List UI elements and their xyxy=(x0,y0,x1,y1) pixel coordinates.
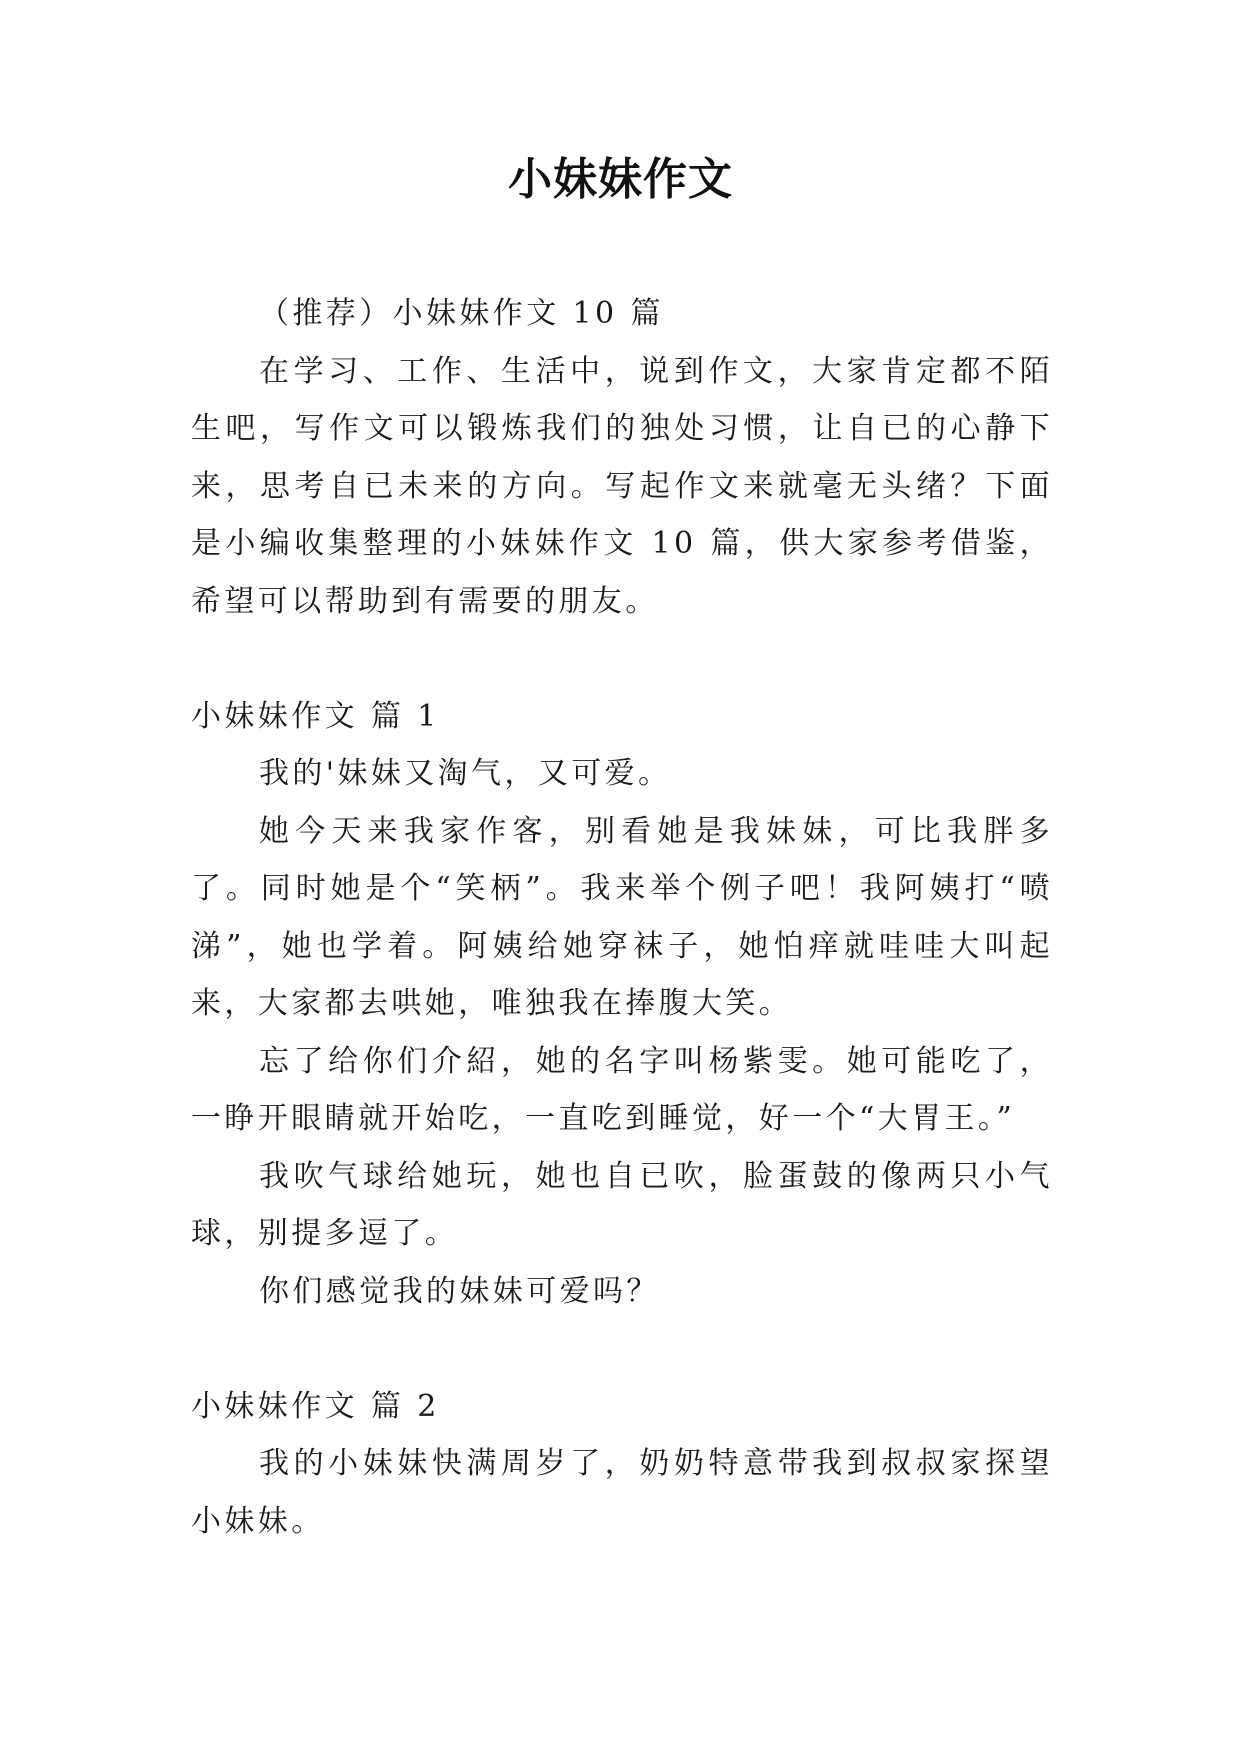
paragraph: 我吹气球给她玩，她也自已吹，脸蛋鼓的像两只小气球，别提多逗了。 xyxy=(191,1158,1053,1251)
paragraph: 她今天来我家作客，别看她是我妹妹，可比我胖多了。同时她是个“笑柄”。我来举个例子吧！我阿姨打“喷涕”，她也学着。阿姨给她穿袜子，她怕痒就哇哇大叫起来，大家都去哄她，唯独我在捧腹大笑。 xyxy=(191,813,1053,1021)
paragraph: 你们感觉我的妹妹可爱吗？ xyxy=(259,1273,660,1309)
section-heading-2: 小妹妹作文 篇 2 xyxy=(191,1388,440,1424)
paragraph: 我的小妹妹快满周岁了，奶奶特意带我到叔叔家探望小妹妹。 xyxy=(191,1446,1053,1539)
intro-paragraph: 在学习、工作、生活中，说到作文，大家肯定都不陌生吧，写作文可以锻炼我们的独处习惯，让自已的心静下来，思考自已未来的方向。写起作文来就毫无头绪？下面是小编收集整理的小妹妹作文 10 篇，供大家参考借鉴，希望可以帮助到有需要的朋友。 xyxy=(191,353,1053,619)
paragraph: 忘了给你们介紹，她的名字叫杨紫雯。她可能吃了，一睁开眼睛就开始吃，一直吃到睡觉，好一个“大胃王。” xyxy=(191,1043,1053,1136)
section-gap xyxy=(191,630,1053,688)
document-body xyxy=(191,285,1053,1550)
document-subtitle: （推荐）小妹妹作文 10 篇 xyxy=(259,296,664,331)
section-gap xyxy=(191,1320,1053,1378)
page-title: 小妹妹作文 xyxy=(508,154,733,205)
section-heading-1: 小妹妹作文 篇 1 xyxy=(191,698,440,734)
paragraph: 我的'妹妹又淘气，又可爱。 xyxy=(259,756,672,791)
